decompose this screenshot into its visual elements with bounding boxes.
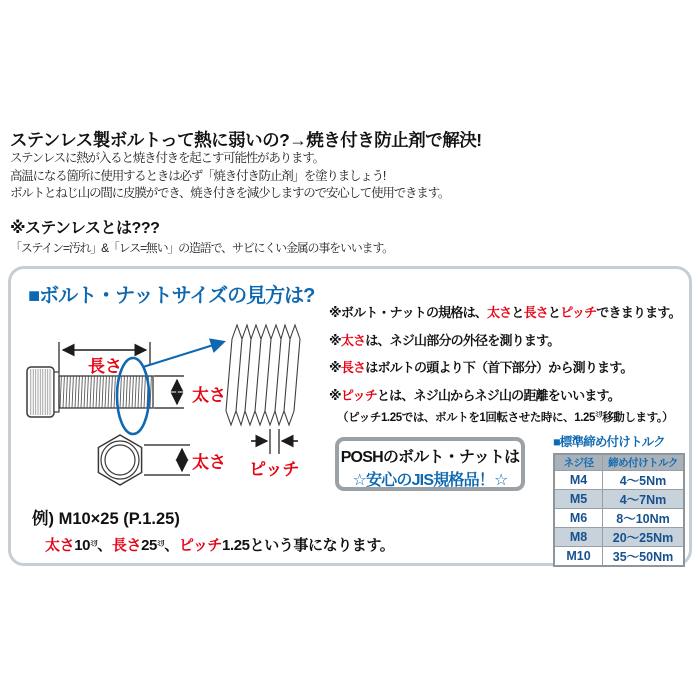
text-segment: はボルトの頭より下（首下部分）から測ります。 [365,360,633,375]
text-segment: とは、ネジ山からネジ山の距離をいいます。 [376,387,620,403]
text-segment: ※ [329,387,341,403]
screw-size-cell: M10 [554,547,603,567]
spec-note [329,331,687,350]
size-example-line1: 例) M10×25 (P.1.25) [32,510,180,528]
text-segment: 10 [74,537,91,554]
torque-table-header-row [554,454,684,471]
text-segment: （ピッチ1.25では、ボルトを1回転させた時に、1.25 [337,412,595,424]
torque-table-row [554,471,684,490]
text-segment: 1.25という事になります。 [222,537,395,554]
thread-closeup-drawing [226,325,300,425]
text-segment: ﾐﾘ [90,539,98,548]
text-segment: できまります。 [596,305,681,320]
torque-value-cell: 4～5Nm [603,471,685,490]
stainless-definition-heading: ※ステンレスとは??? [10,220,160,237]
text-segment: 、 [97,537,112,554]
size-guide-panel [8,266,692,566]
torque-value-cell: 35～50Nm [603,547,685,567]
length-label: 長さ [88,357,122,376]
torque-table-title: ■標準締め付けトルク [553,435,665,449]
text-segment: 移動します。） [602,412,674,424]
thread-callout-arrow [143,342,223,367]
text-segment: 長さ [523,305,548,320]
torque-value-cell: 8～10Nm [603,509,685,528]
text-segment: ピッチ [340,387,377,403]
text-segment: 太さ [340,332,366,348]
bolt-nut-diagram [20,312,330,504]
text-segment: 太さ [45,537,75,554]
jis-note-line2: ☆安心のJIS規格品！☆ [352,472,508,489]
screw-size-cell: M6 [554,509,603,528]
torque-header-size: ネジ径 [554,454,603,471]
text-segment: 25 [141,537,157,554]
text-segment: ﾐﾘ [595,410,603,419]
spec-note [329,358,687,377]
size-guide-heading: ■ボルト・ナットサイズの見方は? [28,285,315,307]
torque-table-row [554,547,684,567]
torque-table-body [554,471,684,567]
screw-size-cell: M5 [554,490,603,509]
torque-table-row [554,490,684,509]
heat-warning-line: ステンレスに熱が入ると焼き付きを起こす可能性があります。 [10,151,324,165]
heat-warning-heading: ステンレス製ボルトって熱に弱いの?→焼き付き防止剤で解決! [10,130,482,150]
spec-note [329,386,687,405]
stainless-definition-body: 「ステイン=汚れ」&「レス=無い」の造語で、サビにくい金属の事をいいます。 [10,241,393,255]
text-segment: 長さ [111,537,142,554]
text-segment: と [548,305,561,320]
pitch-note [329,407,687,426]
text-segment: 長さ [340,360,366,375]
pitch-label: ピッチ [249,460,300,479]
heat-warning-line: 高温になる箇所に使用するときは必ず「焼き付き防止剤」を塗りましょう! [10,168,386,183]
pitch-dimension-arrow [251,429,298,454]
size-example [32,505,394,555]
bolt-diameter-dimension-arrow [154,376,184,408]
torque-table-row [554,528,684,547]
torque-value-cell: 4～7Nm [603,490,685,509]
torque-table-section [553,432,685,567]
torque-table [553,453,685,567]
nut-diameter-label: 太さ [192,453,226,472]
jis-note-line1: POSHのボルト・ナットは [340,449,520,466]
torque-table-row [554,509,684,528]
text-segment: 太さ [486,305,512,320]
heat-warning-paragraph [10,150,449,203]
torque-value-cell: 20～25Nm [603,528,685,547]
nut-drawing [98,435,141,485]
text-segment: 、 [164,537,179,554]
text-segment: は、ネジ山部分の外径を測ります。 [365,332,560,348]
screw-size-cell: M4 [554,471,603,490]
text-segment: ピッチ [560,305,597,320]
torque-header-value: 締め付けトルク [603,454,685,471]
text-segment: ピッチ [178,537,223,554]
spec-notes-list [329,303,687,426]
text-segment: ※ [329,360,341,375]
text-segment: と [511,305,524,320]
spec-note [329,303,687,322]
bolt-diameter-label: 太さ [192,386,226,405]
jis-certified-note-box [335,437,525,491]
size-example-line2 [32,534,394,555]
nut-diameter-dimension-arrow [144,445,190,475]
text-segment: ※ボルト・ナットの規格は、 [329,305,487,320]
screw-size-cell: M8 [554,528,603,547]
heat-warning-line: ボルトとねじ山の間に皮膜ができ、焼き付きを減少しますので安心して使用できます。 [10,186,450,200]
text-segment: ﾐﾘ [157,539,165,548]
text-segment: ※ [329,332,341,348]
